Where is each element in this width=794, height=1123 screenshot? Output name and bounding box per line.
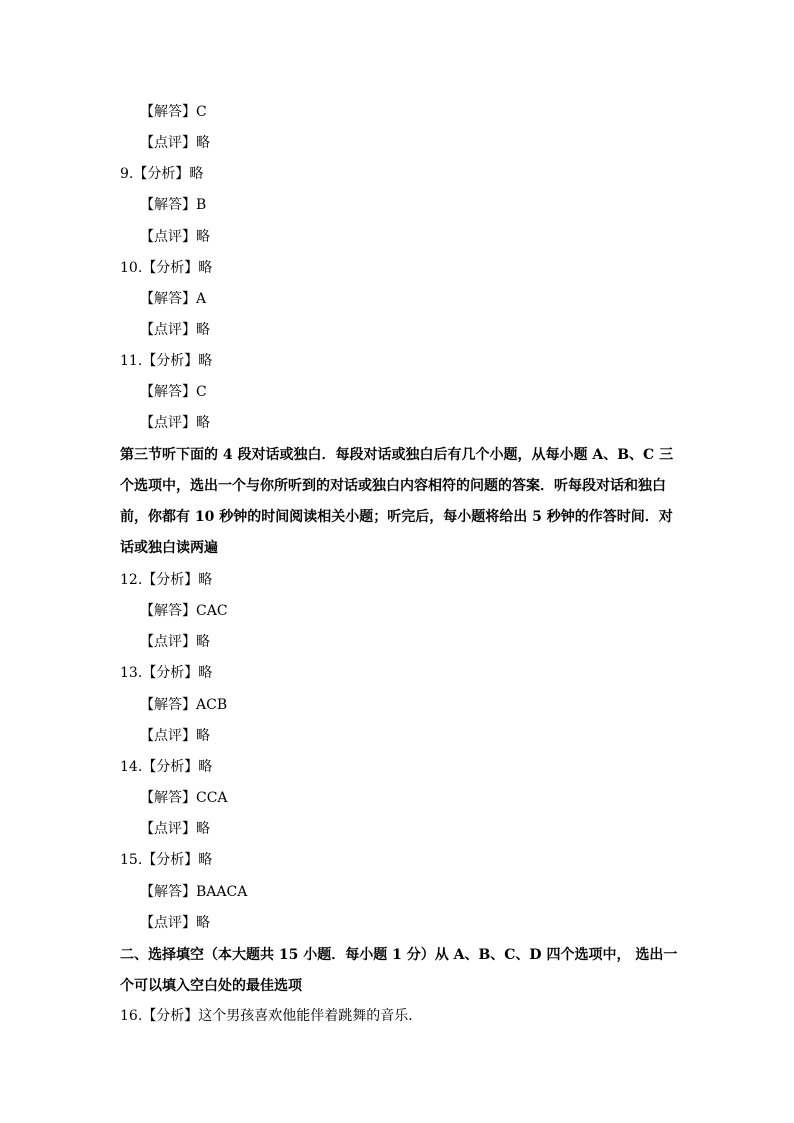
section-2-instructions: 二、选择填空（本大题共 15 小题．每小题 1 分）从 A、B、C、D 四个选项中， 选出一个可以填入空白处的最佳选项 <box>120 947 678 994</box>
question-15-analysis: 15.【分析】略 <box>120 852 213 868</box>
answer-line: 【解答】CCA <box>140 790 228 806</box>
question-11-analysis: 11.【分析】略 <box>120 353 213 369</box>
comment-line: 【点评】略 <box>140 915 210 931</box>
question-9-analysis: 9.【分析】略 <box>120 166 204 182</box>
question-12-analysis: 12.【分析】略 <box>120 572 213 588</box>
comment-line: 【点评】略 <box>140 135 210 151</box>
comment-line: 【点评】略 <box>140 821 210 837</box>
answer-line: 【解答】ACB <box>140 697 228 713</box>
comment-line: 【点评】略 <box>140 322 210 338</box>
answer-line: 【解答】B <box>140 197 207 213</box>
answer-line: 【解答】C <box>140 384 207 400</box>
answer-line: 【解答】BAACA <box>140 884 248 900</box>
answer-line: 【解答】C <box>140 104 207 120</box>
question-16-analysis: 16.【分析】这个男孩喜欢他能伴着跳舞的音乐． <box>120 1008 423 1024</box>
comment-line: 【点评】略 <box>140 229 210 245</box>
question-10-analysis: 10.【分析】略 <box>120 260 213 276</box>
answer-line: 【解答】CAC <box>140 603 228 619</box>
question-14-analysis: 14.【分析】略 <box>120 759 213 775</box>
answer-line: 【解答】A <box>140 291 207 307</box>
section-3-instructions: 第三节听下面的 4 段对话或独白．每段对话或独白后有几个小题，从每小题 A、B、C 三个选项中，选出一个与你所听到的对话或独白内容相符的问题的答案．听每段对话和独白前，你都有 10 秒钟的时间阅读相关小题；听完后，每小题将给出 5 秒钟的作答时间．对话或独白读两遍 <box>120 447 674 556</box>
comment-line: 【点评】略 <box>140 415 210 431</box>
question-13-analysis: 13.【分析】略 <box>120 665 213 681</box>
comment-line: 【点评】略 <box>140 634 210 650</box>
comment-line: 【点评】略 <box>140 728 210 744</box>
